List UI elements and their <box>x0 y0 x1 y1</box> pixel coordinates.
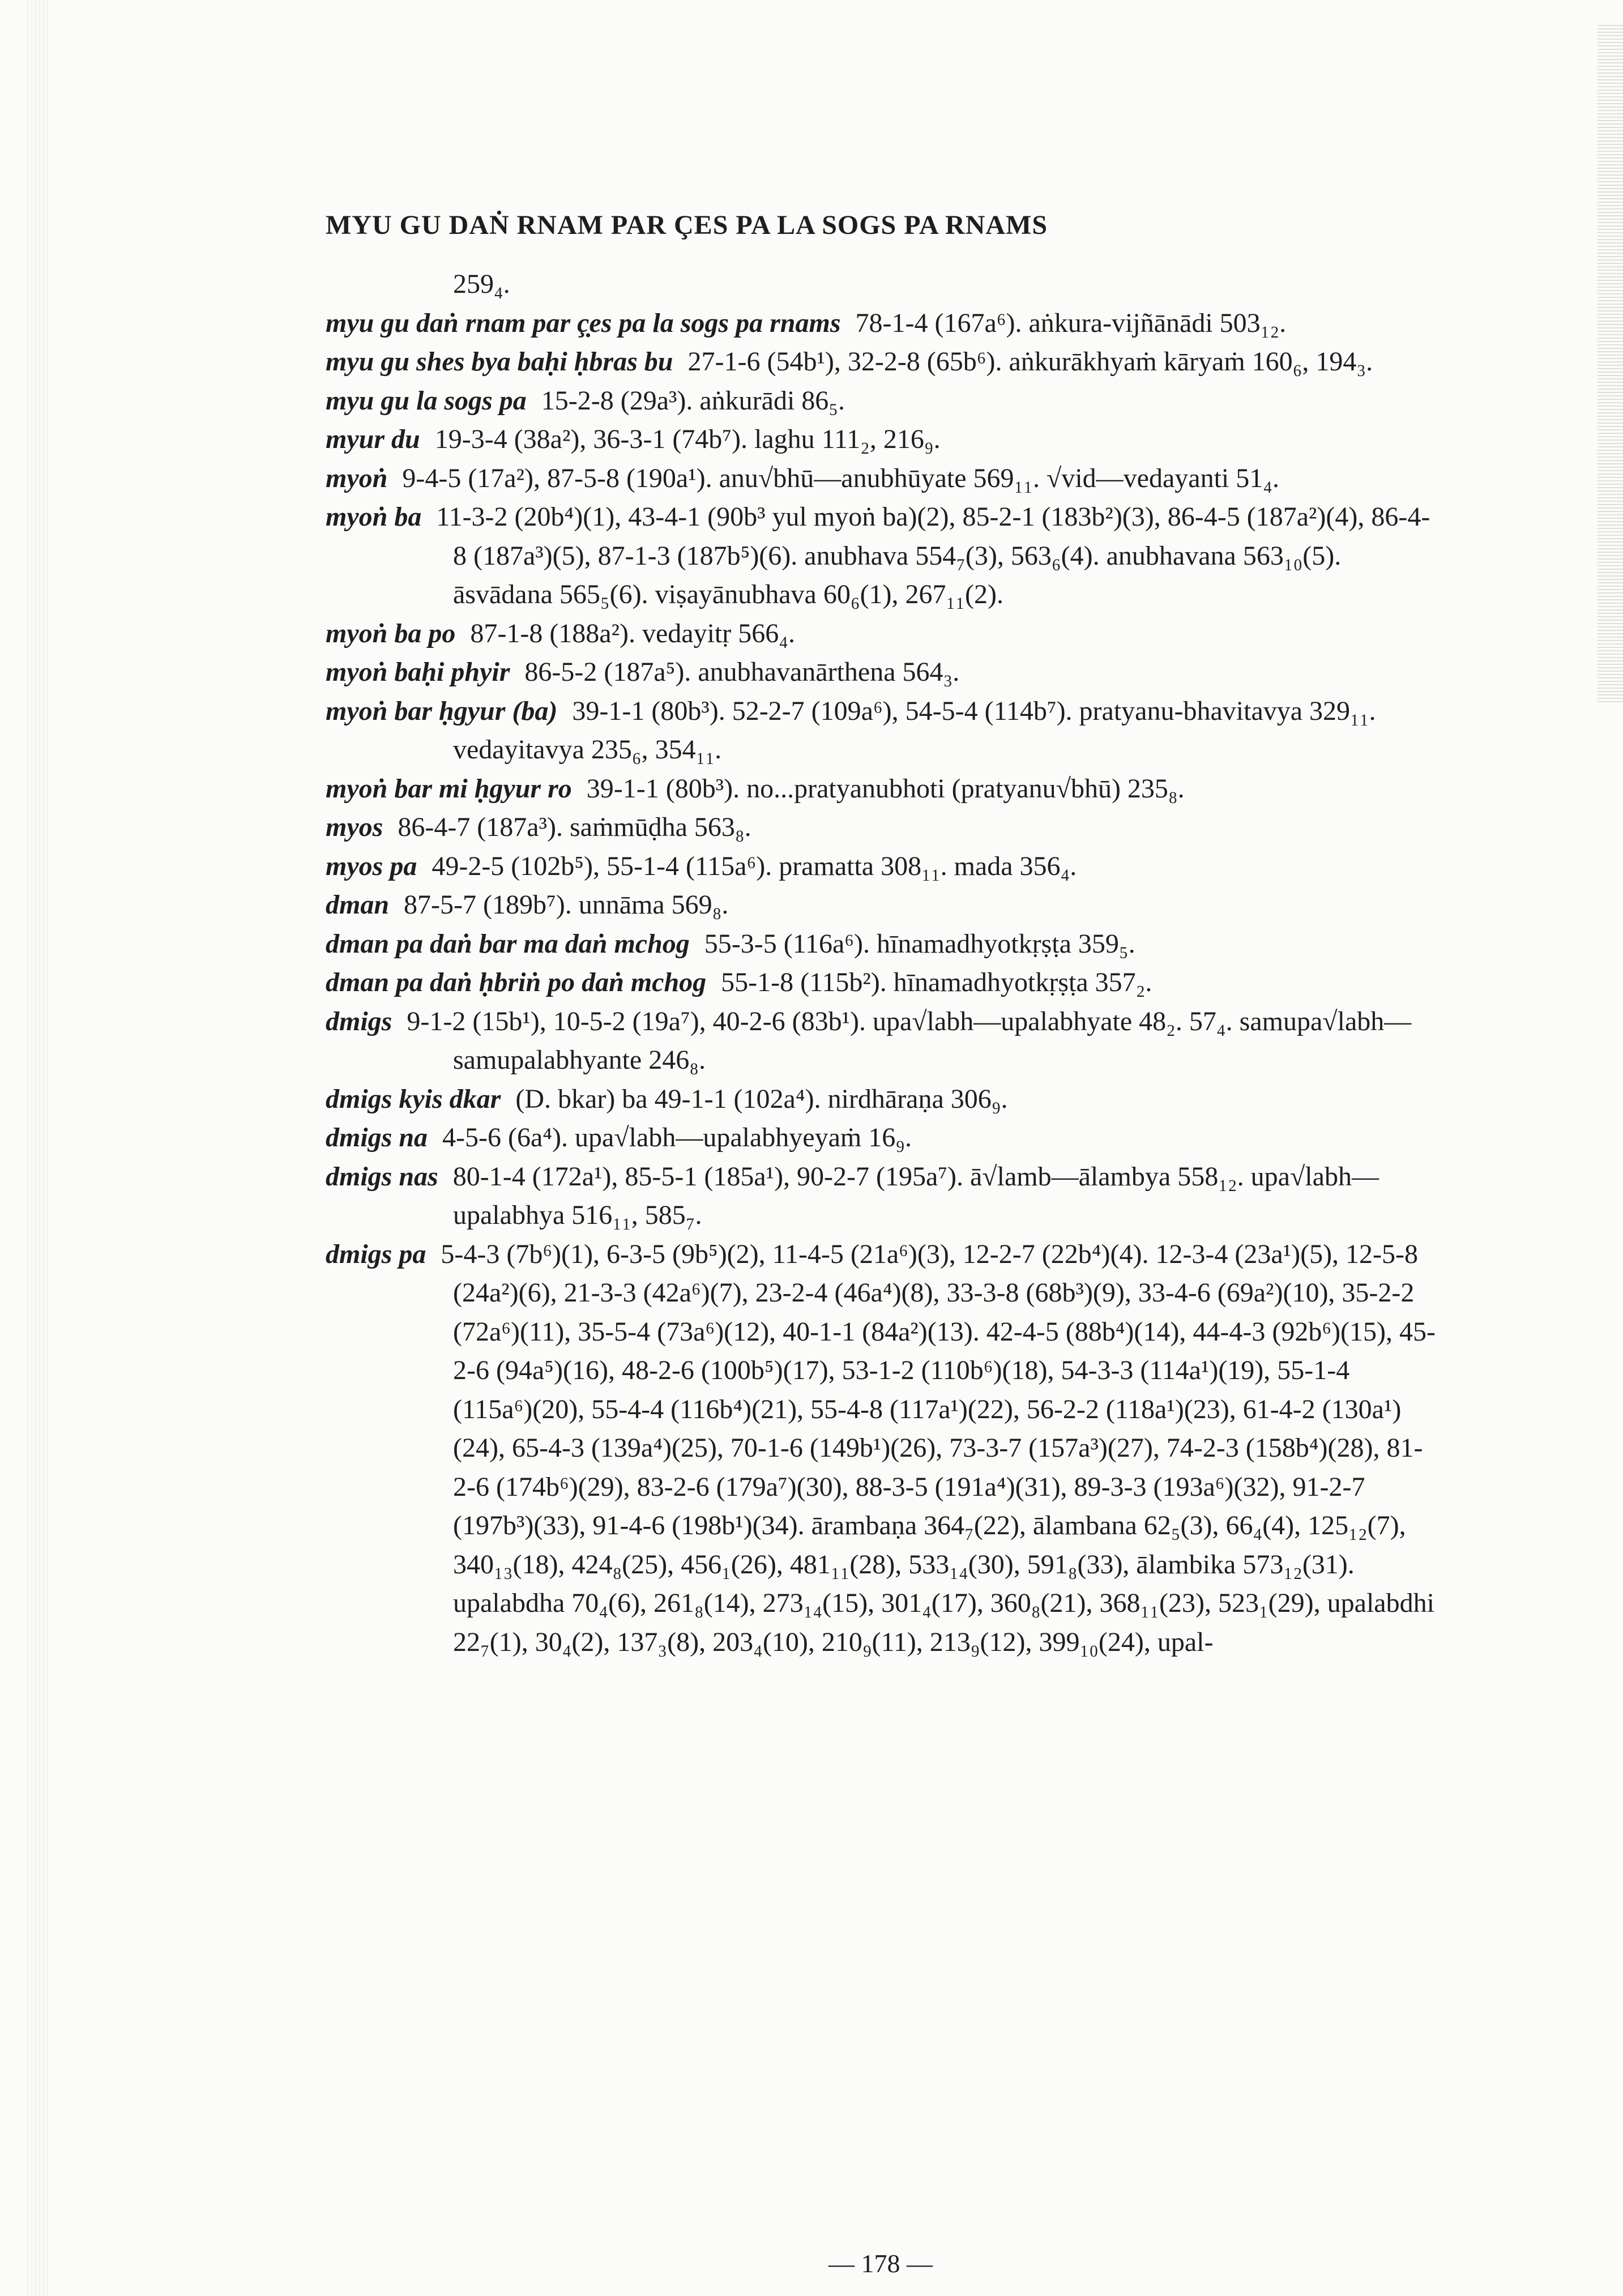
entry-headword: myoṅ ba po <box>326 618 456 648</box>
entry-text: 39-1-1 (80b³). 52-2-7 (109a⁶), 54-5-4 (114b⁷). pratyanu-bhavitavya 329₁₁. vedayitavya 235₆, 354₁₁. <box>453 695 1376 765</box>
entry-headword: dmigs pa <box>326 1239 426 1269</box>
entry-text: 11-3-2 (20b⁴)(1), 43-4-1 (90b³ yul myoṅ ba)(2), 85-2-1 (183b²)(3), 86-4-5 (187a²)(4), 86-4-8 (187a³)(5), 87-1-3 (187b⁵)(6). anubhava 554₇(3), 563₆(4). anubhavana 563₁₀(5). āsvādana 565₅(6). viṣayānubhava 60₆(1), 267₁₁(2). <box>436 502 1430 609</box>
entry-text: 87-1-8 (188a²). vedayitṛ 566₄. <box>470 618 795 648</box>
entry-text: 4-5-6 (6a⁴). upa√labh—upalabhyeyaṁ 16₉. <box>442 1123 912 1153</box>
page-number: — 178 — <box>828 2249 933 2278</box>
entry-headword: myu gu la sogs pa <box>326 385 527 416</box>
entry-headword: myos <box>326 812 383 842</box>
entry <box>326 498 1436 614</box>
entry <box>326 1080 1436 1119</box>
scan-edge-right <box>1598 23 1623 702</box>
entry-headword: myoṅ <box>326 463 388 493</box>
entry <box>326 925 1436 964</box>
entry-headword: dman <box>326 890 390 920</box>
entry <box>326 382 1436 421</box>
entry-text: 49-2-5 (102b⁵), 55-1-4 (115a⁶). pramatta 308₁₁. mada 356₄. <box>432 851 1077 881</box>
entry <box>326 770 1436 809</box>
entry-headword: dman pa daṅ ḥbriṅ po daṅ mchog <box>326 967 707 997</box>
entry <box>326 1235 1436 1662</box>
entry-text: 55-1-8 (115b²). hīnamadhyotkṛṣṭa 357₂. <box>721 967 1152 997</box>
entry-headword: dmigs kyis dkar <box>326 1083 501 1114</box>
entry-text: (D. bkar) ba 49-1-1 (102a⁴). nirdhāraṇa 306₉. <box>515 1083 1008 1114</box>
entry <box>326 420 1436 459</box>
entry-text: 19-3-4 (38a²), 36-3-1 (74b⁷). laghu 111₂, 216₉. <box>434 424 941 454</box>
entry-text: 5-4-3 (7b⁶)(1), 6-3-5 (9b⁵)(2), 11-4-5 (21a⁶)(3), 12-2-7 (22b⁴)(4). 12-3-4 (23a¹)(5), 12-5-8 (24a²)(6), 21-3-3 (42a⁶)(7), 23-2-4 (46a⁴)(8), 33-3-8 (68b³)(9), 33-4-6 (69a²)(10), 35-2-2 (72a⁶)(11), 35-5-4 (73a⁶)(12), 40-1-1 (84a²)(13). 42-4-5 (88b⁴)(14), 44-4-3 (92b⁶)(15), 45-2-6 (94a⁵)(16), 48-2-6 (100b⁵)(17), 53-1-2 (110b⁶)(18), 54-3-3 (114a¹)(19), 55-1-4 (115a⁶)(20), 55-4-4 (116b⁴)(21), 55-4-8 (117a¹)(22), 56-2-2 (118a¹)(23), 61-4-2 (130a¹)(24), 65-4-3 (139a⁴)(25), 70-1-6 (149b¹)(26), 73-3-7 (157a³)(27), 74-2-3 (158b⁴)(28), 81-2-6 (174b⁶)(29), 83-2-6 (179a⁷)(30), 88-3-5 (191a⁴)(31), 89-3-3 (193a⁶)(32), 91-2-7 (197b³)(33), 91-4-6 (198b¹)(34). ārambaṇa 364₇(22), ālambana 62₅(3), 66₄(4), 125₁₂(7), 340₁₃(18), 424₈(25), 456₁(26), 481₁₁(28), 533₁₄(30), 591₈(33), ālambika 573₁₂(31). upalabdha 70₄(6), 261₈(14), 273₁₄(15), 301₄(17), 360₈(21), 368₁₁(23), 523₁(29), upalabdhi 22₇(1), 30₄(2), 137₃(8), 203₄(10), 210₉(11), 213₉(12), 399₁₀(24), upal- <box>441 1239 1436 1657</box>
entry-text: 55-3-5 (116a⁶). hīnamadhyotkṛṣṭa 359₅. <box>704 928 1135 959</box>
entry-headword: myu gu shes bya baḥi ḥbras bu <box>326 347 673 377</box>
entry-text: 78-1-4 (167a⁶). aṅkura-vijñānādi 503₁₂. <box>855 308 1287 338</box>
entry-headword: myoṅ bar mi ḥgyur ro <box>326 773 572 804</box>
scan-edge-left <box>27 0 50 2296</box>
entry-headword: myoṅ bar ḥgyur (ba) <box>326 695 558 726</box>
entry-continuation <box>326 265 1436 304</box>
entry-text: 39-1-1 (80b³). no...pratyanubhoti (pratyanu√bhū) 235₈. <box>586 773 1185 804</box>
entry-text: 9-4-5 (17a²), 87-5-8 (190a¹). anu√bhū—anubhūyate 569₁₁. √vid—vedayanti 51₄. <box>402 463 1279 493</box>
entry-text: 87-5-7 (189b⁷). unnāma 569₈. <box>404 890 729 920</box>
entry <box>326 847 1436 886</box>
entry-text: 27-1-6 (54b¹), 32-2-8 (65b⁶). aṅkurākhyaṁ kāryaṁ 160₆, 194₃. <box>687 347 1373 377</box>
entry-headword: myu gu daṅ rnam par ç̣es pa la sogs pa rnams <box>326 308 841 338</box>
entry-text: 86-5-2 (187a⁵). anubhavanārthena 564₃. <box>524 657 960 687</box>
entry-text: 15-2-8 (29a³). aṅkurādi 86₅. <box>541 385 845 416</box>
entry-headword: dmigs nas <box>326 1161 438 1192</box>
entry-headword: dman pa daṅ bar ma daṅ mchog <box>326 928 690 959</box>
entry <box>326 459 1436 498</box>
entry-headword: myoṅ ba <box>326 502 422 532</box>
entry <box>326 692 1436 770</box>
entry-text: 86-4-7 (187a³). saṁmūḍha 563₈. <box>398 812 751 842</box>
entry-text: 80-1-4 (172a¹), 85-5-1 (185a¹), 90-2-7 (195a⁷). ā√lamb—ālambya 558₁₂. upa√labh—upalabhya 516₁₁, 585₇. <box>452 1161 1379 1230</box>
running-head: MYU GU DAṄ RNAM PAR ÇES PA LA SOGS PA RNAMS <box>326 210 1048 240</box>
entry <box>326 886 1436 925</box>
entry-headword: dmigs <box>326 1006 392 1036</box>
entry-headword: myur du <box>326 424 420 454</box>
entry <box>326 808 1436 847</box>
entry <box>326 1119 1436 1158</box>
entry <box>326 1158 1436 1235</box>
entry <box>326 653 1436 692</box>
entry <box>326 343 1436 382</box>
entry <box>326 1002 1436 1080</box>
entry <box>326 304 1436 343</box>
entry <box>326 963 1436 1002</box>
entry-headword: dmigs na <box>326 1123 428 1153</box>
entry-text: 259₄. <box>453 269 510 299</box>
entry-headword: myos pa <box>326 851 417 881</box>
entry-text: 9-1-2 (15b¹), 10-5-2 (19a⁷), 40-2-6 (83b¹). upa√labh—upalabhyate 48₂. 57₄. samupa√labh—samupalabhyante 246₈. <box>407 1006 1412 1075</box>
entry <box>326 614 1436 654</box>
entry-headword: myoṅ baḥi phyir <box>326 657 510 687</box>
entry-list <box>326 265 1436 1662</box>
